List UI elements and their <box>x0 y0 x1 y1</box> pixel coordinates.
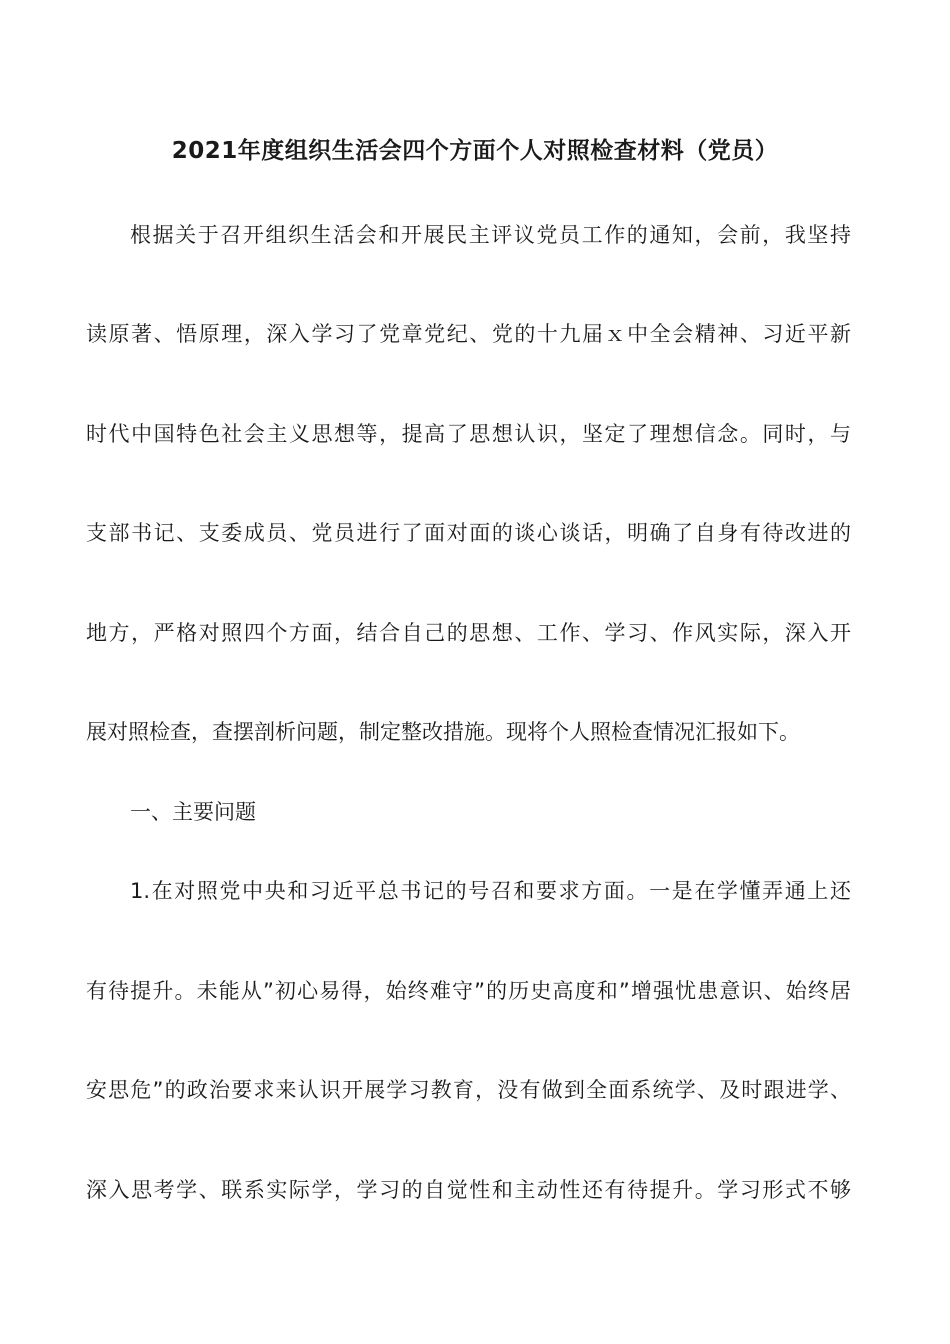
paragraph-line: 1.在对照党中央和习近平总书记的号召和要求方面。一是在学懂弄通上还 <box>130 879 851 903</box>
paragraph-line: 安思危”的政治要求来认识开展学习教育，没有做到全面系统学、及时跟进学、 <box>86 1078 851 1102</box>
paragraph-line: 读原著、悟原理，深入学习了党章党纪、党的十九届ｘ中全会精神、习近平新 <box>86 322 851 346</box>
paragraph-line: 根据关于召开组织生活会和开展民主评议党员工作的通知，会前，我坚持 <box>130 223 851 247</box>
paragraph-line: 有待提升。未能从”初心易得，始终难守”的历史高度和”增强忧患意识、始终居 <box>86 979 851 1003</box>
document-title: 2021年度组织生活会四个方面个人对照检查材料（党员） <box>171 138 779 164</box>
paragraph-line: 地方，严格对照四个方面，结合自己的思想、工作、学习、作风实际，深入开 <box>86 621 851 645</box>
paragraph-line: 支部书记、支委成员、党员进行了面对面的谈心谈话，明确了自身有待改进的 <box>86 521 851 545</box>
section-heading: 一、主要问题 <box>130 800 256 824</box>
paragraph-line: 深入思考学、联系实际学，学习的自觉性和主动性还有待提升。学习形式不够 <box>86 1178 851 1202</box>
paragraph-line: 时代中国特色社会主义思想等，提高了思想认识，坚定了理想信念。同时，与 <box>86 422 851 446</box>
paragraph-line: 展对照检查，查摆剖析问题，制定整改措施。现将个人照检查情况汇报如下。 <box>86 720 800 744</box>
